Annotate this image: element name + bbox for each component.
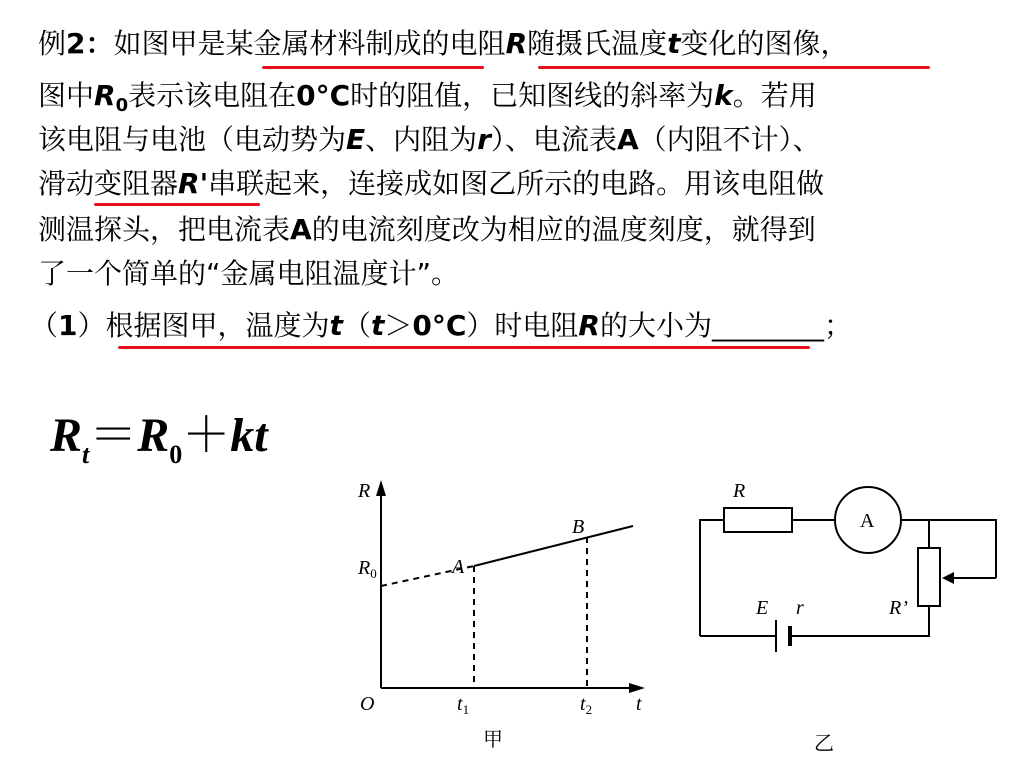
example-label: 例 (38, 27, 67, 60)
point-b-label: B (572, 516, 585, 538)
x-axis-label: t (636, 693, 642, 715)
var-R-prime: R' (178, 167, 209, 200)
text-segment: ＞ (384, 309, 413, 342)
text-segment: 电阻 (449, 27, 506, 60)
wire-left (700, 520, 724, 636)
t1-sub: 1 (462, 702, 470, 717)
subscript: 0 (115, 95, 129, 116)
text-segment: 时的阻值，已知图线的斜率为 (350, 79, 715, 112)
text-segment: （ (30, 309, 59, 342)
wire-bottom-right (790, 606, 929, 636)
var-R0: R (94, 79, 116, 112)
rheostat-body (918, 548, 940, 606)
ammeter-label: A (290, 213, 312, 246)
t2-label (580, 693, 592, 717)
var-t: t (329, 309, 343, 342)
text-segment: （内阻不计）、 (638, 123, 821, 156)
text-segment: 该电阻与电池（电动势为 (38, 123, 347, 156)
formula-plus: ＋ (182, 409, 231, 462)
formula-R: R (50, 409, 83, 462)
text-segment: 串联起来，连接成如图乙所示的电路。用该电阻做 (208, 167, 825, 200)
r0-sub: 0 (370, 566, 377, 581)
zero-celsius: 0°C (296, 79, 351, 112)
caption-jia: 甲 (483, 727, 503, 751)
text-segment: （ (342, 309, 371, 342)
t1-letter: t (457, 693, 463, 715)
resistor-label: R (733, 480, 746, 502)
text-segment: 某金属材料制成 (225, 27, 422, 60)
answer-blank: ________ (711, 309, 824, 342)
formula-kt: kt (230, 409, 268, 462)
formula-equals: ＝ (89, 409, 138, 462)
text-segment: 的大小为 (599, 309, 712, 342)
resistance-line (474, 526, 633, 566)
text-segment: 。若用 (732, 79, 817, 112)
internal-resistance-label: r (796, 597, 804, 619)
origin-label: O (360, 693, 375, 715)
r0-label (357, 557, 377, 581)
var-R: R (578, 309, 600, 342)
text-segment: 如图甲是 (113, 27, 226, 60)
emf-label: E (756, 597, 769, 619)
var-E: E (346, 123, 366, 156)
r0-letter: R (358, 557, 371, 579)
formula-sub-0: 0 (169, 440, 183, 469)
caption-yi: 乙 (814, 731, 834, 755)
example-number: 2： (66, 27, 114, 60)
var-t: t (370, 309, 385, 342)
y-axis-arrow-icon (376, 480, 386, 496)
y-axis-label: R (358, 480, 371, 502)
text-segment: 图中 (38, 79, 95, 112)
t1-label (457, 693, 469, 717)
circuit-yi (700, 487, 996, 652)
text-segment: ） (77, 309, 106, 342)
question-number: 1 (58, 309, 78, 342)
text-segment: 表示该电阻在 (128, 79, 297, 112)
text-segment: 的电流刻度改为相应的温度刻度，就得到 (311, 213, 816, 246)
text-segment: 变阻器 (94, 167, 179, 200)
ammeter-label: A (860, 510, 875, 532)
text-segment: 的 (421, 27, 450, 60)
var-t: t (667, 27, 681, 60)
text-segment: 随摄氏温度 (527, 27, 668, 60)
text-segment: 了一个简单的“金属电阻温度计”。 (38, 257, 460, 290)
rheostat-label: R’ (889, 597, 908, 619)
text-segment: 变化的图像， (680, 27, 849, 60)
point-a-label: A (452, 556, 465, 578)
ammeter-label: A (617, 123, 639, 156)
text-segment: 、内阻为 (365, 123, 478, 156)
var-R: R (505, 27, 528, 60)
wire-a-to-right (901, 520, 996, 578)
text-segment: ）、电流表 (490, 123, 617, 156)
text-segment: ）时电阻 (466, 309, 579, 342)
t2-sub: 2 (585, 702, 593, 717)
slider-arrow-icon (942, 572, 954, 584)
var-r: r (477, 123, 491, 156)
text-segment: ； (823, 309, 852, 342)
resistor-r (724, 508, 792, 532)
t2-letter: t (580, 693, 586, 715)
var-k: k (714, 79, 733, 112)
formula-R0: R (137, 409, 170, 462)
x-axis-arrow-icon (629, 683, 645, 693)
zero-celsius: 0°C (412, 309, 467, 342)
text-segment: 根据图甲，温度为 (105, 309, 330, 342)
text-segment: 测温探头，把电流表 (38, 213, 291, 246)
text-segment: 滑动 (38, 167, 95, 200)
formula-sub-t: t (82, 440, 90, 469)
